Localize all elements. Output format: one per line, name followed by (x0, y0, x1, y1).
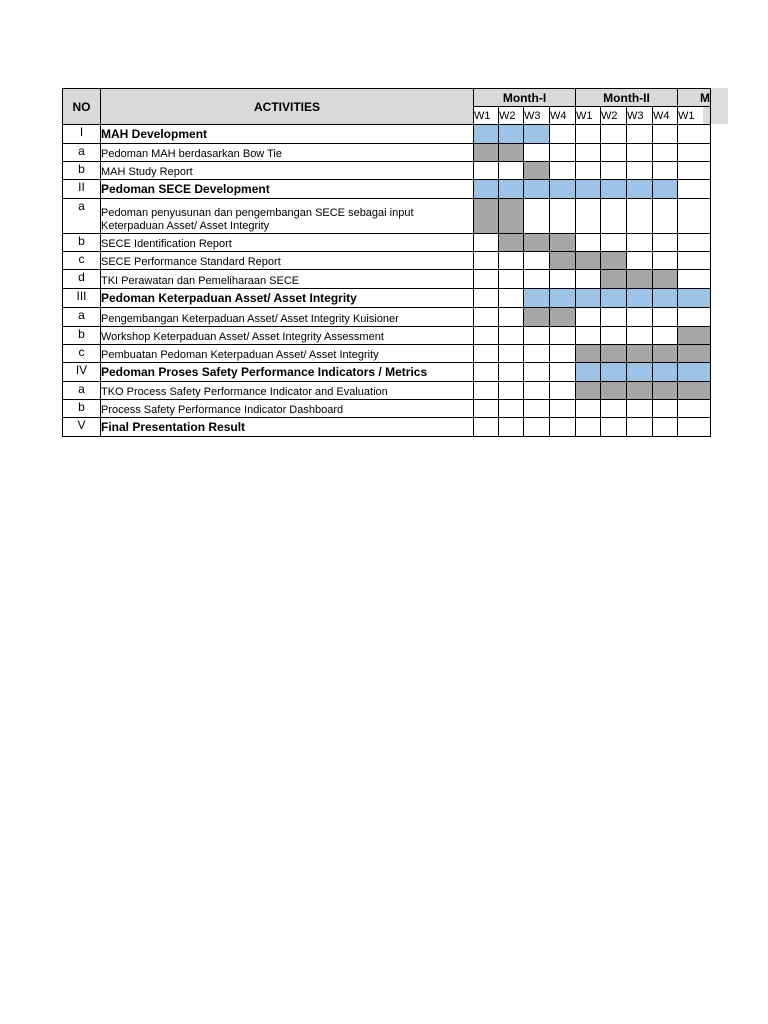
empty-week-cell (653, 199, 678, 234)
empty-week-cell (474, 363, 499, 382)
empty-week-cell (474, 234, 499, 252)
empty-week-cell (627, 252, 653, 270)
empty-week-cell (524, 382, 550, 400)
empty-week-cell (576, 327, 601, 345)
empty-week-cell (474, 308, 499, 327)
empty-week-cell (550, 199, 576, 234)
section-bar-cell (601, 363, 627, 382)
empty-week-cell (653, 327, 678, 345)
row-number: a (63, 144, 101, 162)
activity-label: TKO Process Safety Performance Indicator and Evaluation (101, 382, 474, 400)
empty-week-cell (678, 252, 711, 270)
task-row (63, 308, 711, 327)
section-bar-cell (524, 125, 550, 144)
row-number: b (63, 327, 101, 345)
empty-week-cell (678, 199, 711, 234)
empty-week-cell (550, 400, 576, 418)
month-2-header: Month-II (576, 89, 678, 107)
task-bar-cell (678, 327, 711, 345)
task-row (63, 345, 711, 363)
week-header: W1 (474, 107, 499, 125)
activity-label: SECE Identification Report (101, 234, 474, 252)
section-row (63, 180, 711, 199)
task-bar-cell (653, 270, 678, 289)
activity-label: Pengembangan Keterpaduan Asset/ Asset Integrity Kuisioner (101, 308, 474, 327)
section-bar-cell (499, 180, 524, 199)
empty-week-cell (576, 162, 601, 180)
empty-week-cell (627, 308, 653, 327)
empty-week-cell (499, 270, 524, 289)
empty-week-cell (550, 363, 576, 382)
task-bar-cell (524, 234, 550, 252)
section-bar-cell (653, 363, 678, 382)
row-number: c (63, 252, 101, 270)
empty-week-cell (601, 234, 627, 252)
task-row (63, 162, 711, 180)
section-title: MAH Development (101, 125, 474, 144)
week-header: W4 (653, 107, 678, 125)
section-title: Final Presentation Result (101, 418, 474, 437)
activity-label: TKI Perawatan dan Pemeliharaan SECE (101, 270, 474, 289)
empty-week-cell (601, 418, 627, 437)
gantt-sheet (62, 88, 711, 437)
empty-week-cell (499, 345, 524, 363)
empty-week-cell (678, 308, 711, 327)
task-bar-cell (474, 199, 499, 234)
empty-week-cell (678, 418, 711, 437)
task-row (63, 234, 711, 252)
empty-week-cell (653, 144, 678, 162)
empty-week-cell (499, 327, 524, 345)
row-number: III (63, 289, 101, 308)
task-bar-cell (524, 162, 550, 180)
section-bar-cell (678, 289, 711, 308)
empty-week-cell (474, 418, 499, 437)
task-bar-cell (524, 308, 550, 327)
row-number: a (63, 382, 101, 400)
empty-week-cell (499, 382, 524, 400)
empty-week-cell (474, 162, 499, 180)
activities-column-header: ACTIVITIES (101, 89, 474, 125)
row-number: IV (63, 363, 101, 382)
empty-week-cell (576, 144, 601, 162)
empty-week-cell (627, 144, 653, 162)
task-row (63, 327, 711, 345)
empty-week-cell (499, 400, 524, 418)
empty-week-cell (474, 382, 499, 400)
activity-label: Process Safety Performance Indicator Dashboard (101, 400, 474, 418)
row-number: d (63, 270, 101, 289)
empty-week-cell (653, 418, 678, 437)
empty-week-cell (550, 418, 576, 437)
empty-week-cell (576, 199, 601, 234)
section-row (63, 125, 711, 144)
section-bar-cell (627, 289, 653, 308)
week-header: W1 (576, 107, 601, 125)
task-bar-cell (601, 270, 627, 289)
section-title: Pedoman Proses Safety Performance Indicators / Metrics (101, 363, 474, 382)
empty-week-cell (678, 180, 711, 199)
empty-week-cell (601, 162, 627, 180)
activity-label: Pembuatan Pedoman Keterpaduan Asset/ Asset Integrity (101, 345, 474, 363)
task-bar-cell (499, 234, 524, 252)
section-bar-cell (474, 125, 499, 144)
task-row (63, 400, 711, 418)
empty-week-cell (524, 418, 550, 437)
task-bar-cell (499, 144, 524, 162)
section-bar-cell (627, 180, 653, 199)
empty-week-cell (550, 270, 576, 289)
task-bar-cell (653, 382, 678, 400)
section-bar-cell (576, 363, 601, 382)
empty-week-cell (524, 199, 550, 234)
empty-week-cell (524, 327, 550, 345)
empty-week-cell (653, 125, 678, 144)
empty-week-cell (550, 327, 576, 345)
week-header: W3 (627, 107, 653, 125)
task-bar-cell (550, 252, 576, 270)
empty-week-cell (524, 252, 550, 270)
empty-week-cell (474, 345, 499, 363)
empty-week-cell (601, 125, 627, 144)
section-bar-cell (627, 363, 653, 382)
no-column-header: NO (63, 89, 101, 125)
empty-week-cell (601, 327, 627, 345)
empty-week-cell (550, 345, 576, 363)
month-1-header: Month-I (474, 89, 576, 107)
empty-week-cell (601, 400, 627, 418)
task-bar-cell (576, 382, 601, 400)
row-number: V (63, 418, 101, 437)
month-3-header: M (678, 89, 711, 107)
section-bar-cell (653, 289, 678, 308)
empty-week-cell (627, 234, 653, 252)
empty-week-cell (576, 270, 601, 289)
task-bar-cell (576, 252, 601, 270)
empty-week-cell (550, 382, 576, 400)
empty-week-cell (550, 125, 576, 144)
row-number: I (63, 125, 101, 144)
empty-week-cell (678, 234, 711, 252)
activity-label: Pedoman penyusunan dan pengembangan SECE sebagai input Keterpaduan Asset/ Asset Integrity (101, 199, 474, 234)
week-header: W3 (524, 107, 550, 125)
task-bar-cell (627, 345, 653, 363)
activity-label: SECE Performance Standard Report (101, 252, 474, 270)
empty-week-cell (678, 270, 711, 289)
empty-week-cell (524, 270, 550, 289)
task-bar-cell (550, 308, 576, 327)
empty-week-cell (678, 400, 711, 418)
empty-week-cell (601, 308, 627, 327)
empty-week-cell (499, 363, 524, 382)
task-bar-cell (627, 270, 653, 289)
task-row (63, 382, 711, 400)
section-bar-cell (576, 180, 601, 199)
week-header: W4 (550, 107, 576, 125)
task-row (63, 144, 711, 162)
empty-week-cell (678, 144, 711, 162)
section-bar-cell (524, 289, 550, 308)
row-number: b (63, 162, 101, 180)
empty-week-cell (474, 289, 499, 308)
empty-week-cell (653, 234, 678, 252)
task-bar-cell (678, 382, 711, 400)
empty-week-cell (627, 199, 653, 234)
task-bar-cell (653, 345, 678, 363)
empty-week-cell (499, 418, 524, 437)
empty-week-cell (653, 252, 678, 270)
section-bar-cell (550, 180, 576, 199)
section-bar-cell (550, 289, 576, 308)
section-title: Pedoman SECE Development (101, 180, 474, 199)
empty-week-cell (576, 418, 601, 437)
week-header: W2 (499, 107, 524, 125)
empty-week-cell (550, 162, 576, 180)
task-bar-cell (601, 382, 627, 400)
empty-week-cell (474, 327, 499, 345)
section-bar-cell (653, 180, 678, 199)
empty-week-cell (550, 144, 576, 162)
section-bar-cell (499, 125, 524, 144)
empty-week-cell (678, 125, 711, 144)
task-row (63, 199, 711, 234)
empty-week-cell (678, 162, 711, 180)
task-bar-cell (550, 234, 576, 252)
task-bar-cell (601, 252, 627, 270)
task-row (63, 252, 711, 270)
empty-week-cell (653, 400, 678, 418)
empty-week-cell (653, 308, 678, 327)
section-bar-cell (601, 180, 627, 199)
row-number: a (63, 199, 101, 234)
empty-week-cell (499, 289, 524, 308)
task-bar-cell (474, 144, 499, 162)
section-bar-cell (601, 289, 627, 308)
task-bar-cell (499, 199, 524, 234)
empty-week-cell (499, 162, 524, 180)
empty-week-cell (627, 418, 653, 437)
row-number: b (63, 400, 101, 418)
task-bar-cell (627, 382, 653, 400)
section-bar-cell (678, 363, 711, 382)
row-number: a (63, 308, 101, 327)
empty-week-cell (576, 125, 601, 144)
section-bar-cell (524, 180, 550, 199)
activity-label: MAH Study Report (101, 162, 474, 180)
section-bar-cell (576, 289, 601, 308)
empty-week-cell (627, 400, 653, 418)
activity-label: Pedoman MAH berdasarkan Bow Tie (101, 144, 474, 162)
row-number: II (63, 180, 101, 199)
empty-week-cell (627, 125, 653, 144)
empty-week-cell (524, 363, 550, 382)
empty-week-cell (499, 252, 524, 270)
empty-week-cell (474, 400, 499, 418)
empty-week-cell (576, 308, 601, 327)
task-bar-cell (576, 345, 601, 363)
empty-week-cell (524, 144, 550, 162)
section-bar-cell (474, 180, 499, 199)
task-row (63, 270, 711, 289)
empty-week-cell (627, 327, 653, 345)
section-title: Pedoman Keterpaduan Asset/ Asset Integrity (101, 289, 474, 308)
empty-week-cell (524, 345, 550, 363)
empty-week-cell (474, 252, 499, 270)
row-number: b (63, 234, 101, 252)
month-header-row (63, 89, 711, 107)
empty-week-cell (627, 162, 653, 180)
empty-week-cell (524, 400, 550, 418)
week-header: W2 (601, 107, 627, 125)
empty-week-cell (499, 308, 524, 327)
empty-week-cell (474, 270, 499, 289)
section-row (63, 289, 711, 308)
empty-week-cell (601, 144, 627, 162)
section-row (63, 418, 711, 437)
row-number: c (63, 345, 101, 363)
task-bar-cell (678, 345, 711, 363)
empty-week-cell (576, 234, 601, 252)
empty-week-cell (601, 199, 627, 234)
task-bar-cell (601, 345, 627, 363)
gantt-body (63, 125, 711, 437)
week-header: W1 (678, 107, 711, 125)
empty-week-cell (576, 400, 601, 418)
activity-label: Workshop Keterpaduan Asset/ Asset Integrity Assessment (101, 327, 474, 345)
section-row (63, 363, 711, 382)
gantt-schedule-table (62, 88, 711, 437)
empty-week-cell (653, 162, 678, 180)
